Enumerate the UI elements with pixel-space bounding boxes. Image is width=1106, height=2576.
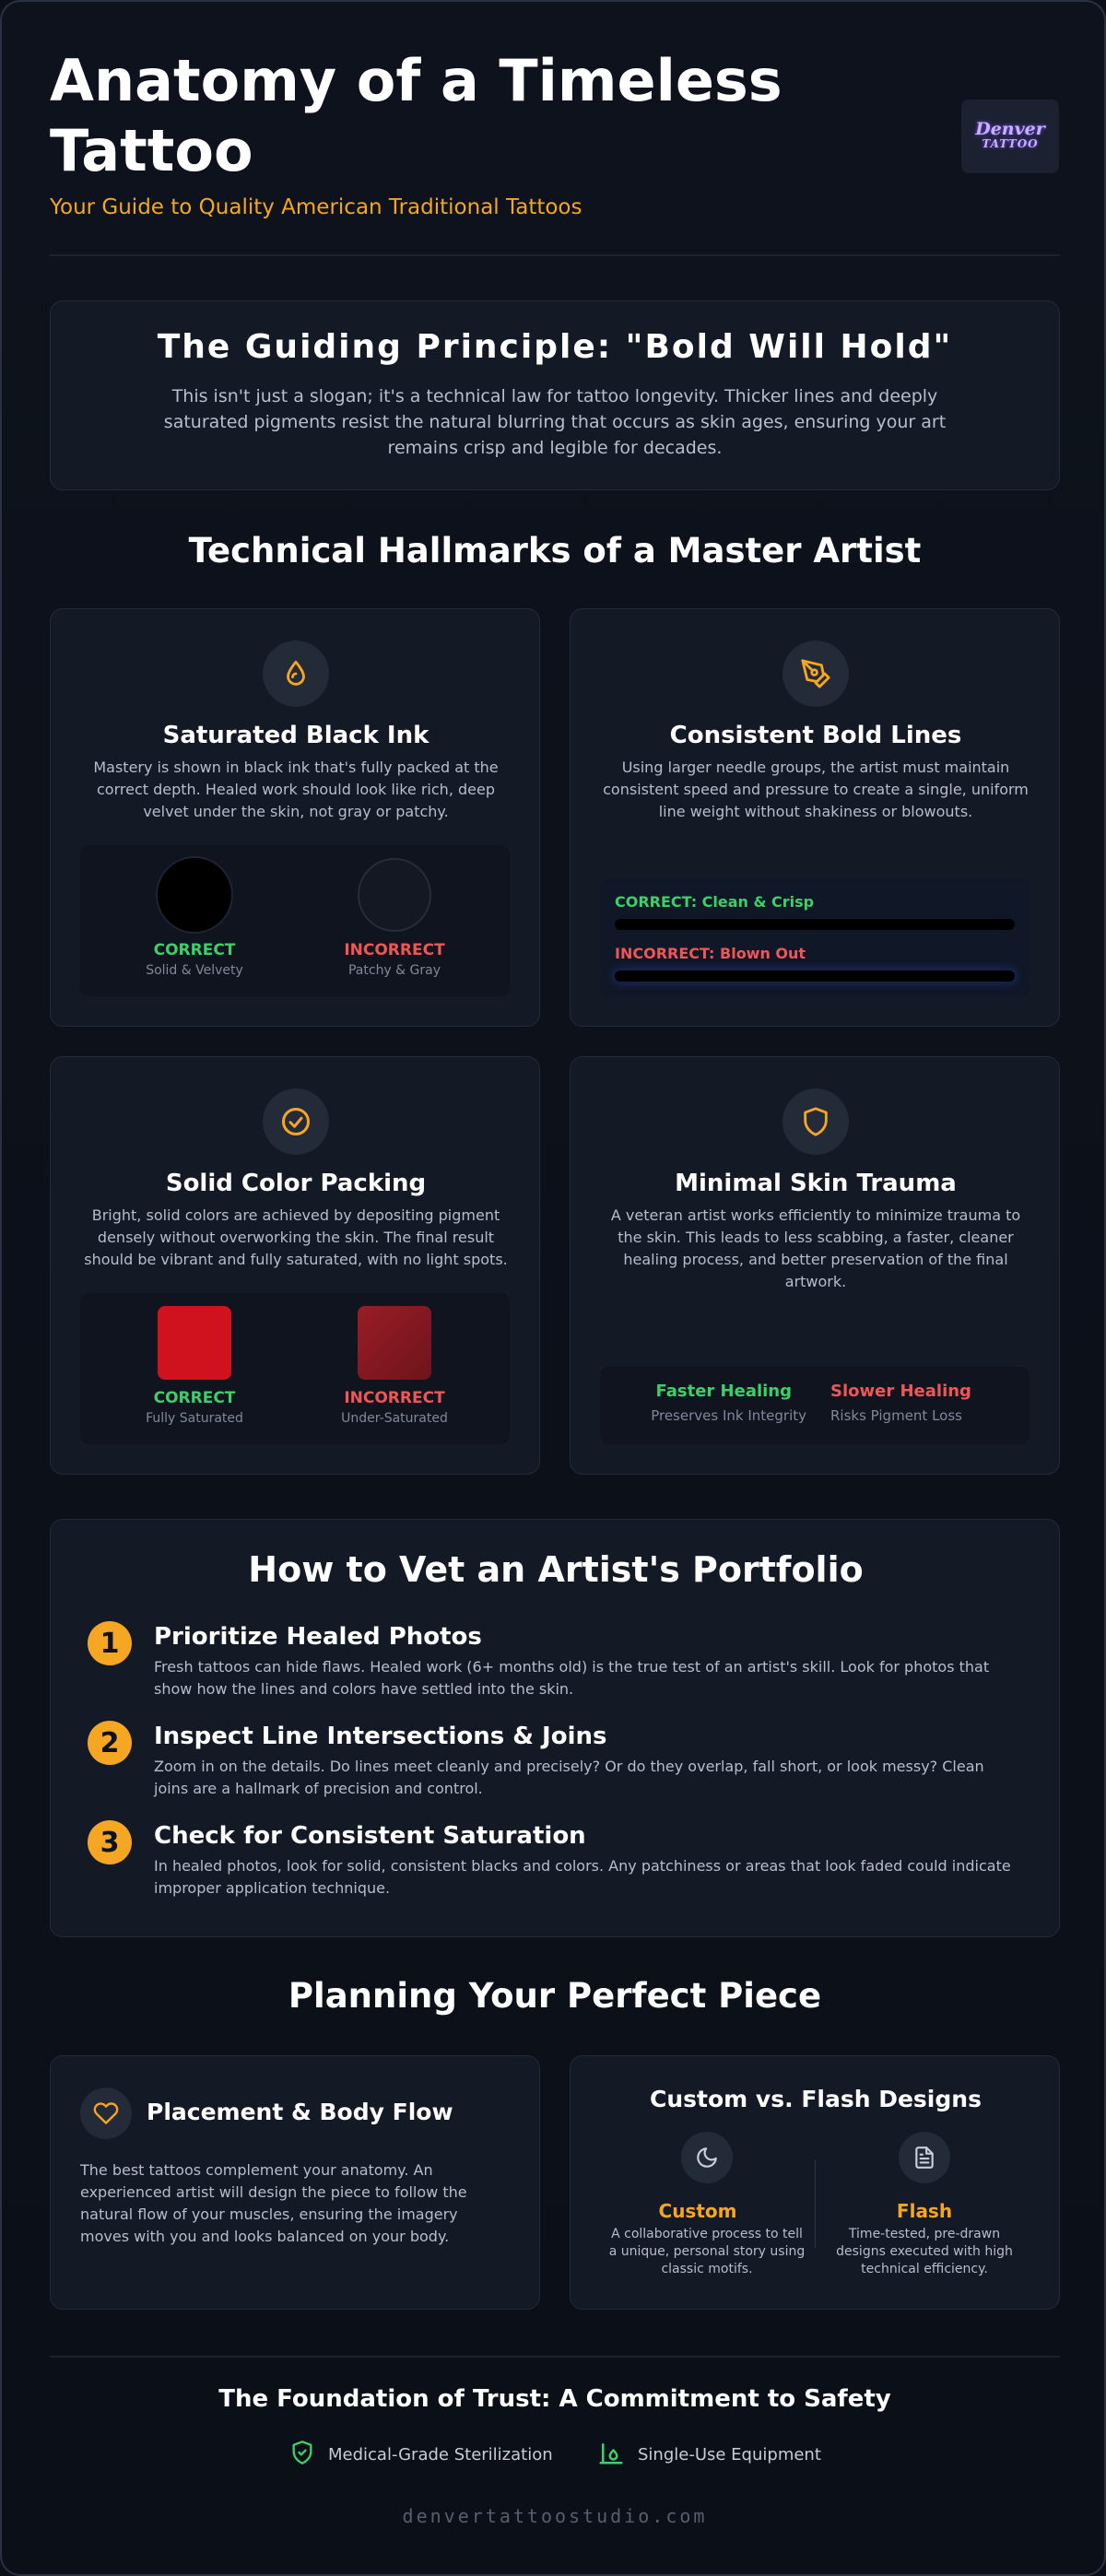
faster-healing-sublabel: Preserves Ink Integrity xyxy=(651,1407,806,1424)
patchy-gray-swatch xyxy=(358,858,431,932)
correct-sublabel: Fully Saturated xyxy=(146,1411,243,1426)
correct-line-label: CORRECT: Clean & Crisp xyxy=(615,893,815,911)
card-minimal-skin-trauma xyxy=(570,1056,1060,1475)
step-text: Zoom in on the details. Do lines meet cleanly and precisely? Or do they overlap, fall short, or look messy? Clean joins are a hallmark of precision and control. xyxy=(154,1758,984,1797)
card-title: Saturated Black Ink xyxy=(162,722,429,749)
placement-text: The best tattoos complement your anatomy. An experienced artist will design the piece to follow the natural flow of your muscles, ensuring the imagery moves with you and looks balanced on your body. xyxy=(80,2161,467,2245)
step-title: Check for Consistent Saturation xyxy=(154,1822,586,1850)
principle-title: The Guiding Principle: "Bold Will Hold" xyxy=(157,328,953,366)
document-icon xyxy=(899,2132,950,2183)
card-saturated-black-ink xyxy=(50,608,540,1027)
step-title: Prioritize Healed Photos xyxy=(154,1623,482,1651)
studio-url[interactable]: denvertattoostudio.com xyxy=(402,2505,708,2527)
card-text: Bright, solid colors are achieved by depositing pigment densely without overworking the skin. The final result should be vibrant and fully saturated, with no light spots. xyxy=(84,1206,508,1268)
step-text: In healed photos, look for solid, consistent blacks and colors. Any patchiness or areas that look faded could indicate improper application technique. xyxy=(154,1857,1011,1897)
slower-healing-label: Slower Healing xyxy=(830,1382,971,1401)
logo-text-line2: TATTOO xyxy=(982,137,1039,150)
correct-label: CORRECT xyxy=(153,941,236,959)
single-use-label: Single-Use Equipment xyxy=(638,2445,821,2464)
card-title: Minimal Skin Trauma xyxy=(675,1170,957,1197)
blown-out-line-sample xyxy=(615,970,1015,982)
incorrect-sublabel: Under-Saturated xyxy=(341,1411,448,1426)
card-title: Consistent Bold Lines xyxy=(669,722,962,749)
incorrect-sublabel: Patchy & Gray xyxy=(347,963,441,978)
vertical-divider xyxy=(815,2159,816,2248)
clean-line-sample xyxy=(615,919,1015,930)
principle-text: This isn't just a slogan; it's a technical law for tattoo longevity. Thicker lines and deeply saturated pigments resist the natural blurring that occurs as skin ages, ensuring your art remains crisp and legible for decades. xyxy=(163,386,947,458)
hallmarks-title: Technical Hallmarks of a Master Artist xyxy=(188,531,922,570)
placement-card xyxy=(50,2055,540,2310)
planning-title: Planning Your Perfect Piece xyxy=(288,1976,822,2016)
studio-logo xyxy=(961,100,1059,173)
logo-text-line1: Denver xyxy=(975,119,1045,139)
card-text: Using larger needle groups, the artist must maintain consistent speed and pressure to create a single, uniform line weight without shakiness or blowouts. xyxy=(603,759,1029,820)
single-use-item xyxy=(597,2439,821,2471)
custom-label: Custom xyxy=(658,2200,737,2222)
step-text: Fresh tattoos can hide flaws. Healed work (6+ months old) is the true test of an artist's skill. Look for photos that show how the lines and colors have settled into the skin. xyxy=(154,1658,990,1698)
flash-text: Time-tested, pre-drawn designs executed with high technical efficiency. xyxy=(836,2227,1013,2276)
placement-title: Placement & Body Flow xyxy=(147,2099,453,2125)
pen-nib-icon xyxy=(782,641,849,707)
vet-portfolio-panel xyxy=(50,1519,1060,1937)
shield-check-icon xyxy=(289,2439,315,2471)
saturated-color-swatch xyxy=(158,1306,231,1380)
comparison-box xyxy=(80,1293,510,1444)
correct-sublabel: Solid & Velvety xyxy=(146,963,243,978)
single-use-equipment-icon xyxy=(597,2439,625,2471)
step-number: 1 xyxy=(88,1621,132,1665)
incorrect-label: INCORRECT xyxy=(344,941,445,959)
page-title: Anatomy of a Timeless Tattoo xyxy=(50,47,782,184)
faster-healing-label: Faster Healing xyxy=(655,1382,792,1401)
heart-icon xyxy=(80,2088,132,2139)
page-subtitle: Your Guide to Quality American Traditional Tattoos xyxy=(50,195,582,219)
card-text: A veteran artist works efficiently to minimize trauma to the skin. This leads to less scabbing, a faster, cleaner healing process, and better preservation of the final artwork. xyxy=(610,1206,1021,1290)
step-number: 2 xyxy=(88,1721,132,1765)
footer-title: The Foundation of Trust: A Commitment to Safety xyxy=(218,2385,891,2413)
comparison-box xyxy=(80,845,510,996)
step-number: 3 xyxy=(88,1820,132,1864)
healing-comparison-box xyxy=(600,1367,1030,1444)
sterilization-item xyxy=(289,2439,553,2471)
card-solid-color-packing xyxy=(50,1056,540,1475)
card-title: Solid Color Packing xyxy=(165,1170,427,1197)
footer-divider xyxy=(50,2356,1060,2358)
card-consistent-bold-lines xyxy=(570,608,1060,1027)
step-title: Inspect Line Intersections & Joins xyxy=(154,1723,607,1750)
card-text: Mastery is shown in black ink that's fully packed at the correct depth. Healed work should look like rich, deep velvet under the skin, not gray or patchy. xyxy=(93,759,499,820)
custom-vs-flash-card xyxy=(570,2055,1060,2310)
undersaturated-color-swatch xyxy=(358,1306,431,1380)
custom-text: A collaborative process to tell a unique, personal story using classic motifs. xyxy=(608,2227,806,2276)
sterilization-label: Medical-Grade Sterilization xyxy=(328,2445,553,2464)
line-comparison-box xyxy=(600,878,1030,996)
check-circle-icon xyxy=(263,1088,329,1155)
moon-icon xyxy=(681,2132,733,2183)
header-divider xyxy=(50,254,1060,256)
solid-black-swatch xyxy=(158,858,231,932)
vet-title: How to Vet an Artist's Portfolio xyxy=(248,1549,864,1590)
slower-healing-sublabel: Risks Pigment Loss xyxy=(830,1407,962,1424)
incorrect-label: INCORRECT xyxy=(344,1389,445,1407)
ink-drop-icon xyxy=(263,641,329,707)
correct-label: CORRECT xyxy=(153,1389,236,1407)
incorrect-line-label: INCORRECT: Blown Out xyxy=(615,945,806,962)
custom-vs-flash-title: Custom vs. Flash Designs xyxy=(650,2086,982,2112)
shield-icon xyxy=(782,1088,849,1155)
flash-label: Flash xyxy=(896,2200,953,2222)
